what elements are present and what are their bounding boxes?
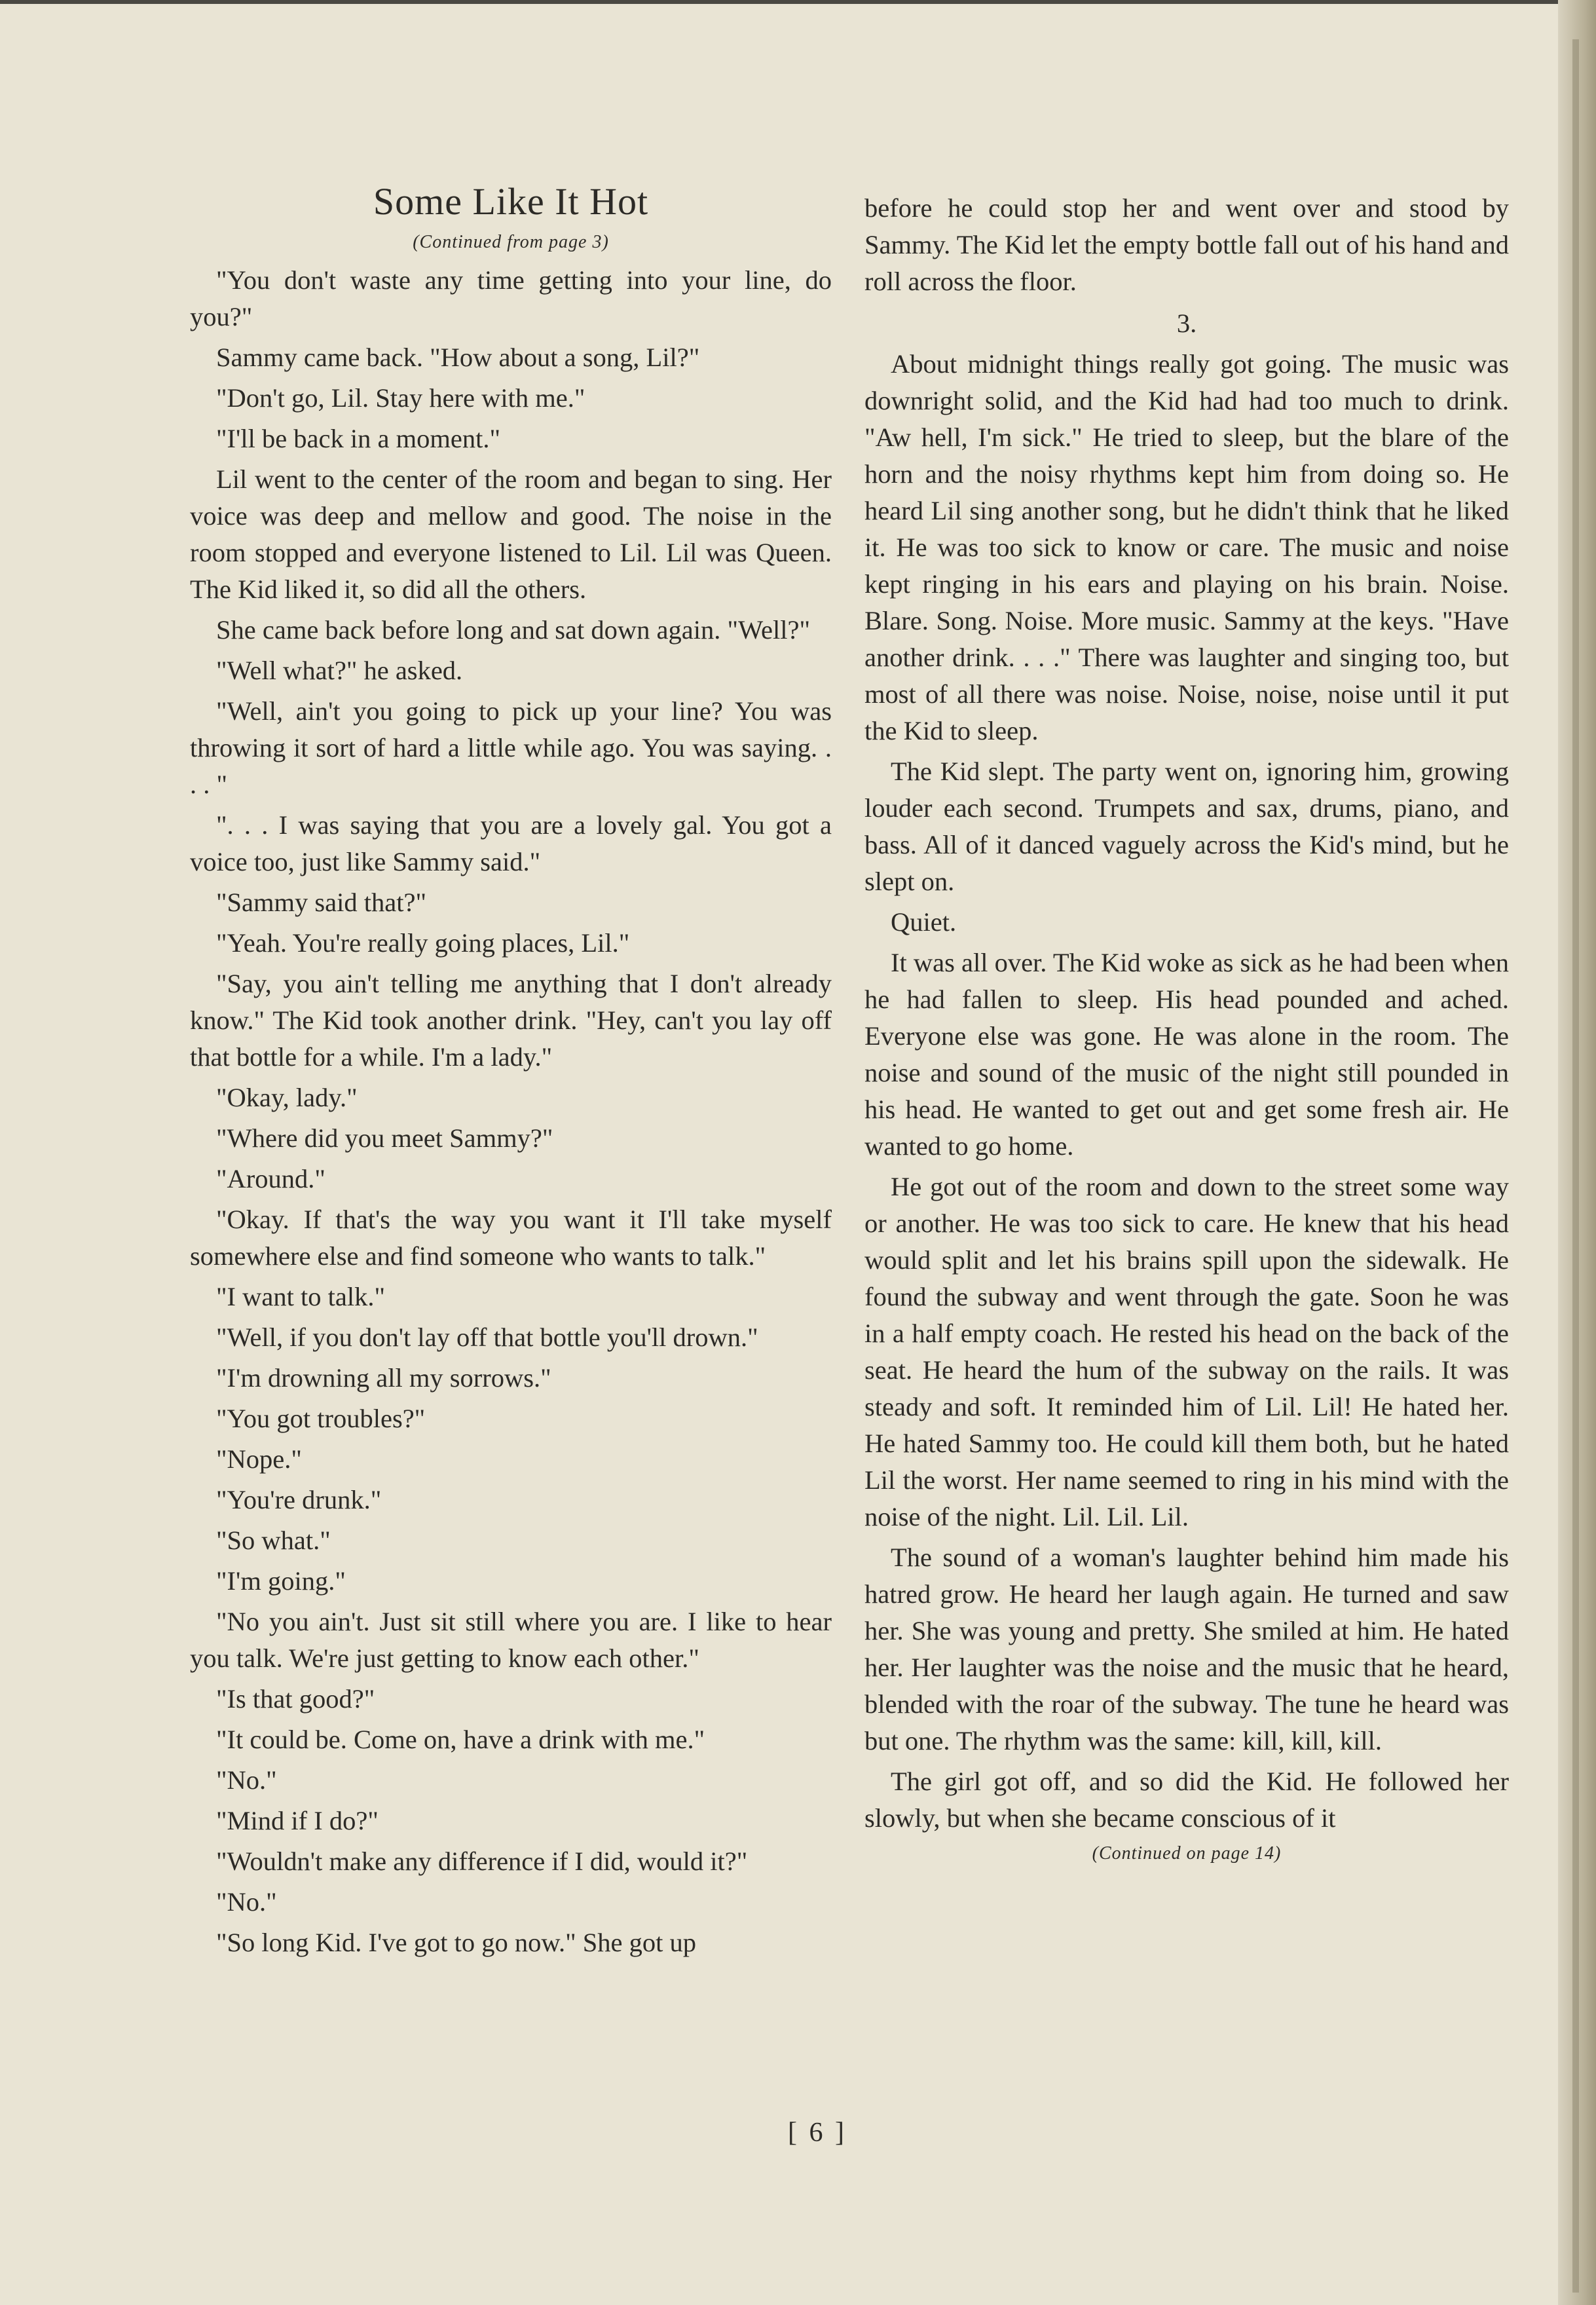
paragraph: The girl got off, and so did the Kid. He followed her slowly, but when she became conscious of it [864, 1767, 1509, 1833]
left-column [190, 176, 832, 1965]
paragraph: She came back before long and sat down again. "Well?" [216, 615, 810, 645]
page-number: [ 6 ] [788, 2118, 847, 2148]
paragraph: The sound of a woman's laughter behind him made his hatred grow. He heard her laugh again. He turned and saw her. She was young and pretty. She smiled at him. He hated her. Her laughter was the noise and the music that he heard, blended with the roar of the subway. The tune he heard was but one. The rhythm was the same: kill, kill, kill. [864, 1543, 1509, 1755]
paragraph: "I'm going." [216, 1566, 346, 1596]
paragraph: "Around." [216, 1164, 325, 1193]
paragraph: "Wouldn't make any difference if I did, would it?" [216, 1846, 748, 1876]
paragraph: "Sammy said that?" [216, 888, 427, 917]
paragraph: "So long Kid. I've got to go now." She got up [216, 1928, 696, 1957]
paragraph: "I'm drowning all my sorrows." [216, 1363, 551, 1393]
page-right-edge [1558, 0, 1596, 2305]
paragraph: "You don't waste any time getting into your line, do you?" [190, 265, 832, 331]
paragraph: "No you ain't. Just sit still where you are. I like to hear you talk. We're just getting to know each other." [190, 1607, 832, 1673]
paragraph: "Okay. If that's the way you want it I'll take myself somewhere else and find someone who wants to talk." [190, 1205, 832, 1271]
paragraph: "Well, ain't you going to pick up your line? You was throwing it sort of hard a little while ago. You was saying. . . . " [190, 696, 832, 799]
binding-shadow [1572, 39, 1579, 2293]
paragraph: "I'll be back in a moment." [216, 424, 500, 453]
paragraph: "No." [216, 1887, 277, 1917]
paragraph: "So what." [216, 1526, 331, 1555]
paragraph: "Nope." [216, 1444, 302, 1474]
paragraph: He got out of the room and down to the street some way or another. He was too sick to care. He knew that his head would split and let his brains spill upon the sidewalk. He found the subway and went through the gate. Soon he was in a half empty coach. He rested his head on the back of the seat. He heard the hum of the subway on the rails. It was steady and soft. It reminded him of Lil. Lil! He hated her. He hated Sammy too. He could kill them both, but he hated Lil the worst. Her name seemed to ring in his mind with the noise of the night. Lil. Lil. Lil. [864, 1172, 1509, 1531]
paragraph: Quiet. [891, 907, 957, 937]
paragraph: ". . . I was saying that you are a lovely gal. You got a voice too, just like Sammy said." [190, 810, 832, 876]
paragraph: "Say, you ain't telling me anything that I don't already know." The Kid took another drink. "Hey, can't you lay off that bottle for a while. I'm a lady." [190, 969, 832, 1072]
paragraph: The Kid slept. The party went on, ignoring him, growing louder each second. Trumpets and sax, drums, piano, and bass. All of it danced vaguely across the Kid's mind, but he slept on. [864, 757, 1509, 896]
article-title: Some Like It Hot [373, 180, 649, 223]
paragraph: About midnight things really got going. The music was downright solid, and the Kid had had too much to drink. "Aw hell, I'm sick." He tried to sleep, but the blare of the horn and the noisy rhythms kept him from doing so. He heard Lil sing another song, but he didn't think that he liked it. He was too sick to know or care. The music and noise kept ringing in his ears and playing on his brain. Noise. Blare. Song. Noise. More music. Sammy at the keys. "Have another drink. . . ." There was laughter and singing too, but most of all there was noise. Noise, noise, noise until it put the Kid to sleep. [864, 349, 1509, 745]
paragraph: "It could be. Come on, have a drink with me." [216, 1725, 705, 1754]
paragraph: "You're drunk." [216, 1485, 382, 1514]
paragraph: Lil went to the center of the room and began to sing. Her voice was deep and mellow and good. The noise in the room stopped and everyone listened to Lil. Lil was Queen. The Kid liked it, so did all the others. [190, 464, 832, 604]
paragraph: "You got troubles?" [216, 1404, 426, 1433]
continued-on-note: (Continued on page 14) [1092, 1843, 1282, 1864]
paragraph: Sammy came back. "How about a song, Lil?" [216, 343, 700, 372]
paragraph: "Yeah. You're really going places, Lil." [216, 928, 630, 958]
paragraph: "Where did you meet Sammy?" [216, 1123, 553, 1153]
paragraph: "Is that good?" [216, 1684, 375, 1714]
paragraph: before he could stop her and went over and stood by Sammy. The Kid let the empty bottle fall out of his hand and roll across the floor. [864, 193, 1509, 296]
paragraph: "No." [216, 1765, 277, 1795]
paragraph: "Okay, lady." [216, 1083, 358, 1112]
section-number: 3. [1176, 309, 1197, 338]
paragraph: "Mind if I do?" [216, 1806, 379, 1835]
continued-from-note: (Continued from page 3) [413, 232, 609, 252]
paragraph: "Well, if you don't lay off that bottle you'll drown." [216, 1322, 758, 1352]
page-top-edge [0, 0, 1596, 4]
right-column [864, 190, 1509, 1867]
paragraph: "Don't go, Lil. Stay here with me." [216, 383, 585, 413]
paragraph: It was all over. The Kid woke as sick as he had been when he had fallen to sleep. His head pounded and ached. Everyone else was gone. He was alone in the room. The noise and sound of the music of the night still pounded in his head. He wanted to get out and get some fresh air. He wanted to go home. [864, 948, 1509, 1161]
paragraph: "Well what?" he asked. [216, 656, 463, 685]
paragraph: "I want to talk." [216, 1282, 386, 1311]
